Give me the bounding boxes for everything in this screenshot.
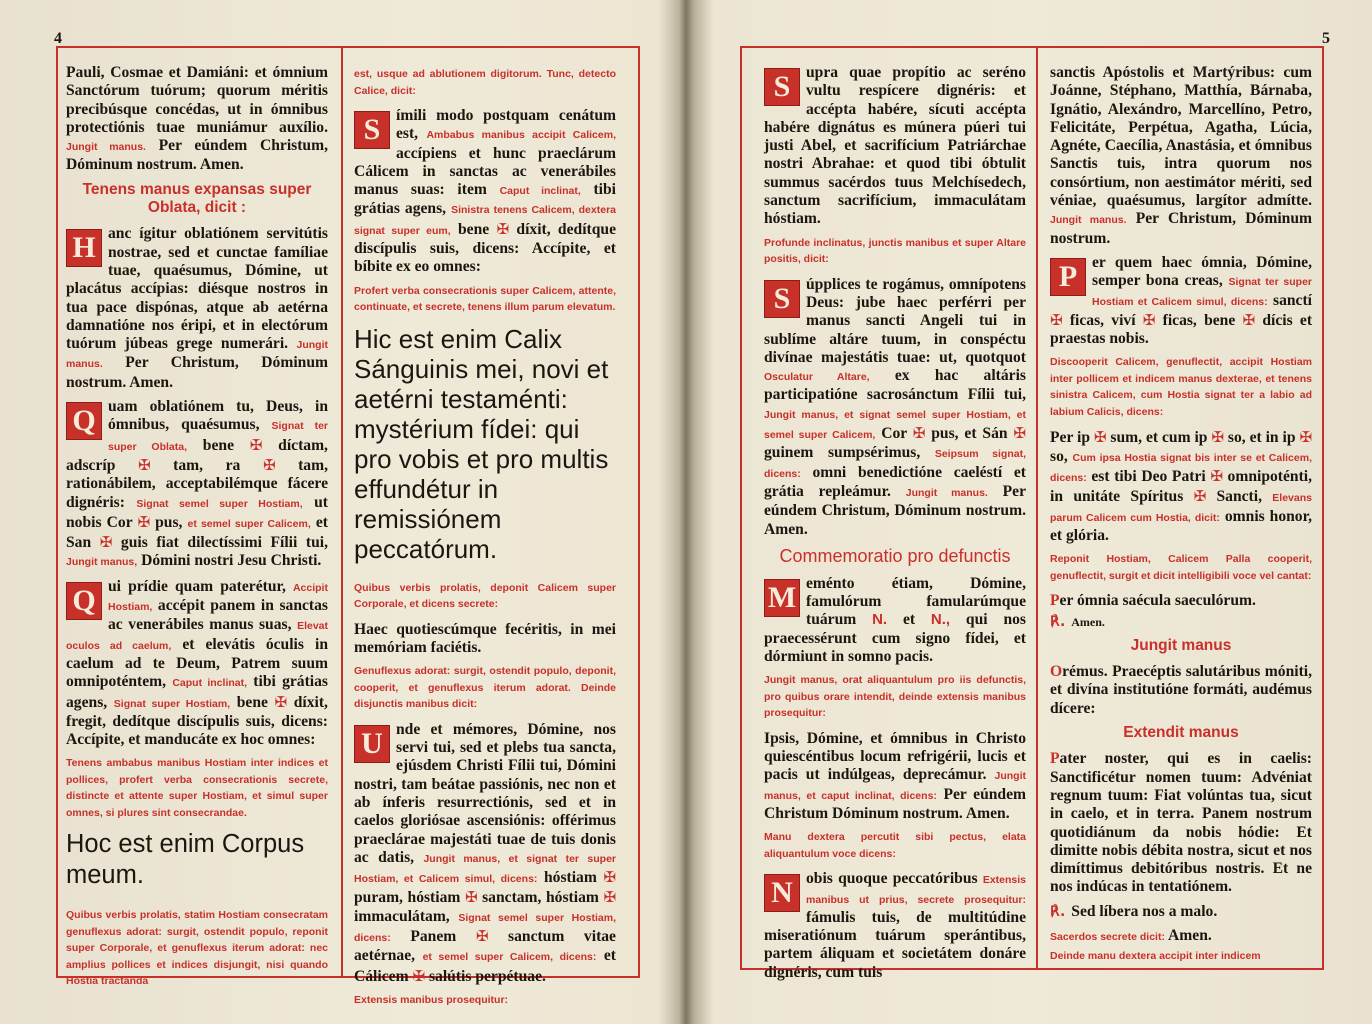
paragraph-per-ipsum: Per ip ✠ sum, et cum ip ✠ so, et in ip ✠ so, Cum ipsa Hostia signat bis inter se et Calicem, dicens: est tibi Deo Patri ✠ omnipoténti, in unitáte Spíritus ✠ Sancti, Elevans parum Calicem cum Hostia, dicit: omnis honor, et glória. (1050, 428, 1313, 544)
red-initial-p2: P (1050, 750, 1060, 768)
drop-cap-h: H (66, 229, 102, 267)
paragraph-haec-quotiescumque: Haec quotiescúmque fecéritis, in mei memóriam faciétis. (354, 620, 616, 656)
cross-icon: ✠ (137, 512, 151, 531)
response-sed-libera: ℟. Sed líbera nos a malo. (1050, 902, 1218, 920)
rubric-heading-jungit: Jungit manus (1130, 636, 1232, 654)
drop-cap-s4: S (764, 280, 800, 318)
consecration-hic-est: Hic est enim Calix Sánguinis mei, novi et aetérni testaménti: mystérium fídei: qui pro vobis et pro multis effundétur in remissiónem peccatórum. (354, 323, 609, 564)
cross-icon: ✠ (912, 424, 926, 443)
cross-icon: ✠ (249, 435, 263, 454)
left-column-divider (341, 46, 343, 978)
versicle-per-omnia: Per ómnia saécula saeculórum. (1050, 592, 1256, 610)
response-icon: ℟. (1050, 903, 1066, 920)
paragraph-supra-quae: S upra quae propítio ac seréno vultu respícere dignéris: et accépta habére, sícuti accépta habére dignátus es múnera púeri tui justi Abel, et sacrifícium Patriárchae nostri Abrahae: et quod tibi óbtulit summus sacérdos tuus Melchísedech, sanctum sacrifícium, immaculátam hóstiam. (764, 64, 1026, 228)
rubric-jungit-orat: Jungit manus, orat aliquantulum pro iis defunctis, pro quibus orare intendit, deinde extensis manibus prosequitur: (764, 674, 1026, 720)
paragraph-sanctis-apostolis: sanctis Apóstolis et Martýribus: cum Joánne, Stéphano, Matthía, Bárnaba, Ignátio, Alexándro, Marcellíno, Petro, Felicitáte, Perpétua, Agatha, Lúcia, Agnéte, Caecília, Anastásia, et ómnibus Sanctis tuis, intra quorum nos consórtium, non aestimátor mériti, sed véniae, quaésumus, largítor admítte. Jungit manus. Per Christum, Dóminum nostrum. (1050, 64, 1312, 247)
cross-icon: ✠ (1299, 428, 1313, 447)
red-initial-o: O (1050, 663, 1063, 681)
paragraph-quam-oblationem: Q uam oblatiónem tu, Deus, in ómnibus, quaésumus, Signat ter super Oblata, bene ✠ díctam, adscríp ✠ tam, ra ✠ tam, rationábilem, acceptabilémque fácere dignéris: Signat semel super Hostiam, ut nobis Cor ✠ pus, et semel super Calicem, et San ✠ guis fiat dilectíssimi Fílii tui, Jungit manus, Dómini nostri Jesu Christi. (66, 398, 328, 570)
paragraph-supplices: S úpplices te rogámus, omnípotens Deus: jube haec perférri per manus sancti Angeli tui in sublíme altáre tuum, in conspéctu divínae majestátis tuae: ut, quotquot Osculatur Altare, ex hac altáris participatióne sacrosánctum Fílii tui, Jungit manus, et signat semel super Hostiam, et semel super Calicem, Cor ✠ pus, et Sán ✠ guinem sumpsérimus, Seipsum signat, dicens: omni benedictióne caeléstí et grátia repleámur. Jungit manus. Per eúndem Christum, Dóminum nostrum. Amen. (764, 275, 1026, 538)
rubric-deponit-calicem: Quibus verbis prolatis, deponit Calicem super Corporale, et dicens secrete: (354, 581, 616, 611)
paragraph-unde-et: U nde et mémores, Dómine, nos servi tui, sed et plebs tua sancta, ejúsdem Christi Fílii tui, Dómini nostri, tam beátae passiónis, nec non et ab ínferis resurrectiónis, sed et in caelos gloriósae ascensiónis: offérimus praeclárae majestáti tuae de tuis donis ac datis, Jungit manus, et signat ter super Hostiam, et Calicem simul, dicens: hóstiam ✠ puram, hóstiam ✠ sanctam, hóstiam ✠ immaculátam, Signat semel super Hostiam, dicens: Panem ✠ sanctum vitae aetérnae, et semel super Calicem, dicens: et Cálicem ✠ salútis perpétuae. (354, 720, 617, 985)
consecration-hoc-est: Hoc est enim Corpus meum. (66, 830, 305, 890)
rubric-heading-extendit: Extendit manus (1123, 724, 1239, 742)
heading-commemoratio: Commemoratio pro defunctis (779, 545, 1011, 566)
column-4 (1050, 64, 1312, 973)
cross-icon: ✠ (274, 692, 288, 711)
cross-icon: ✠ (1013, 424, 1026, 443)
drop-cap-q: Q (66, 402, 102, 440)
rubric-profunde: Profunde inclinatus, junctis manibus et super Altare positis, dicit: (764, 236, 1026, 266)
paragraph-qui-pridie: Q ui prídie quam paterétur, Accipit Hostiam, accépit panem in sanctas ac venerábiles manus suas, Elevat oculos ad caelum, et elevátis óculis in caelum ad te Deum, Patrem suum omnipoténtem, Caput inclinat, tibi grátias agens, Signat super Hostiam, bene ✠ díxit, fregit, dedítque discípulis suis, dicens: Accípite, et manducáte ex hoc omnes: (66, 577, 328, 749)
cross-icon: ✠ (1193, 487, 1207, 506)
cross-icon: ✠ (137, 455, 151, 474)
column-3 (764, 64, 1026, 988)
cross-icon: ✠ (603, 868, 616, 887)
cross-icon: ✠ (464, 888, 478, 907)
paragraph-communicantes-end: Pauli, Cosmae et Damiáni: et ómnium Sanctórum tuórum; quorum méritis precibúsque concédas, ut in ómnibus protectiónis tuae muniámur auxílio. Jungit manus. Per eúndem Christum, Dóminum nostrum. Amen. (66, 64, 328, 174)
drop-cap-u: U (354, 725, 390, 763)
cross-icon: ✠ (475, 927, 489, 946)
cross-icon: ✠ (1210, 467, 1223, 486)
paragraph-oremus: Orémus. Praecéptis salutáribus móniti, et divína institutióne formáti, audémus dícere: (1050, 663, 1312, 717)
drop-cap-q2: Q (66, 582, 102, 620)
rubric-discooperit: Discooperit Calicem, genuflectit, accipit Hostiam inter pollicem et indicem manus dexterae, et tenens sinistra Calicem, cum Hostia signat ter a labio ad labium Calicis, dicens: (1050, 356, 1312, 418)
red-initial-p: P (1050, 592, 1060, 610)
column-1 (66, 64, 328, 998)
rubric-manu-dextera: Manu dextera percutit sibi pectus, elata aliquantulum voce dicens: (764, 831, 1026, 860)
paragraph-simili-modo: S ímili modo postquam cenátum est, Ambabus manibus accipit Calicem, accípiens et hunc praeclárum Cálicem in sanctas ac venerábiles manus suas: item Caput inclinat, tibi grátias agens, Sinistra tenens Calicem, dextera signat super eum, bene ✠ díxit, dedítque discípulis suis, dicens: Accípite, et bíbite ex eo omnes: (354, 107, 616, 276)
rubric-tenens-ambabus: Tenens ambabus manibus Hostiam inter indices et pollices, profert verba consecrationis secrete, distincte et attente super Hostiam, et simul super omnes, si plures sint consecrandae. (66, 757, 328, 819)
cross-icon: ✠ (262, 455, 276, 474)
rubric-quibus-verbis: Quibus verbis prolatis, statim Hostiam consecratam genuflexus adorat: surgit, ostendit populo, reponit super Corporale, et genuflexus iterum adorat: nec amplius pollices et indices disjungit, nisi quando Hostia tractanda (66, 909, 328, 988)
paragraph-nobis-quoque: N obis quoque peccatóribus Extensis manibus ut prius, secrete prosequitur: fámulis tuis, de multitúdine miseratiónum tuárum sperántibus, partem áliquam et societátem donáre dignéris, cum tuis (764, 870, 1027, 981)
response-amen: ℟. Amen. (1050, 613, 1105, 630)
response-icon: ℟. (1050, 613, 1066, 630)
page-number-left: 4 (54, 30, 62, 47)
cross-icon: ✠ (1050, 310, 1063, 329)
cross-icon: ✠ (1211, 428, 1224, 447)
drop-cap-m: M (764, 579, 800, 617)
rubric-heading-tenens: Tenens manus expansas super Oblata, dicit : (82, 180, 312, 217)
right-column-divider (1036, 46, 1038, 970)
cross-icon: ✠ (99, 533, 113, 552)
paragraph-memento: M eménto étiam, Dómine, famulórum famularúmque tuárum N. et N., qui nos praecessérunt cum signo fídei, et dórmiunt in somno pacis. (764, 574, 1026, 666)
cross-icon: ✠ (496, 219, 510, 238)
paragraph-pater-noster: Pater noster, qui es in caelis: Sanctificétur nomen tuum: Advéniat regnum tuum: Fiat volúntas tua, sicut in caelo, et in terra. Panem nostrum quotidiánum da nobis hódie: Et dimitte nobis débita nostra, sicut et nos dimíttimus debitóribus nostris. Et ne nos indúcas in tentatiónem. (1050, 750, 1312, 896)
rubric-deinde-manu: Deinde manu dextera accipit inter indicem (1050, 950, 1261, 963)
drop-cap-s: S (354, 111, 390, 149)
rubric-genuflexus: Genuflexus adorat: surgit, ostendit populo, deponit, cooperit, et genuflexus iterum adorat. Deinde disjunctis manibus dicit: (354, 665, 616, 711)
rubric-profert-verba: Profert verba consecrationis super Calicem, attente, continuate, et secrete, tenens illum parum elevatum. (354, 284, 616, 314)
cross-icon: ✠ (1093, 428, 1107, 447)
column-2 (354, 64, 616, 1016)
rubric-usque-ad: est, usque ad ablutionem digitorum. Tunc, detecto Calice, dicit: (354, 68, 616, 97)
cross-icon: ✠ (603, 888, 617, 907)
paragraph-hanc-igitur: H anc ígitur oblatiónem servitútis nostrae, sed et cunctae famíliae tuae, quaésumus, Dómine, ut placátus accípias: diésque nostros in tua pace dispónas, atque ab aetérna damnatióne nos éripi, et in electórum tuórum júbeas grege numerári. Jungit manus. Per Christum, Dóminum nostrum. Amen. (66, 225, 329, 391)
cross-icon: ✠ (412, 966, 426, 985)
paragraph-ipsis: Ipsis, Dómine, et ómnibus in Christo quiescéntibus locum refrigérii, lucis et pacis ut indúlgeas, deprecámur. Jungit manus, et caput inclinat, dicens: Per eúndem Christum Dóminum nostrum. Amen. (764, 729, 1026, 822)
rubric-reponit: Reponit Hostiam, Calicem Palla cooperit, genuflectit, surgit et dicit intelligibili voce vel cantat: (1050, 553, 1312, 582)
paragraph-sacerdos: Sacerdos secrete dicit: Amen. (1050, 926, 1212, 944)
cross-icon: ✠ (1242, 310, 1256, 329)
page-number-right: 5 (1322, 30, 1330, 47)
drop-cap-p: P (1050, 258, 1086, 296)
cross-icon: ✠ (1142, 310, 1156, 329)
drop-cap-s3: S (764, 68, 800, 106)
rubric-extensis: Extensis manibus prosequitur: (354, 993, 509, 1006)
drop-cap-n: N (764, 874, 800, 912)
paragraph-per-quem: P er quem haec ómnia, Dómine, semper bona creas, Signat ter super Hostiam et Calicem simul, dicens: sanctí ✠ ficas, viví ✠ ficas, bene ✠ dícis et praestas nobis. (1050, 253, 1313, 348)
